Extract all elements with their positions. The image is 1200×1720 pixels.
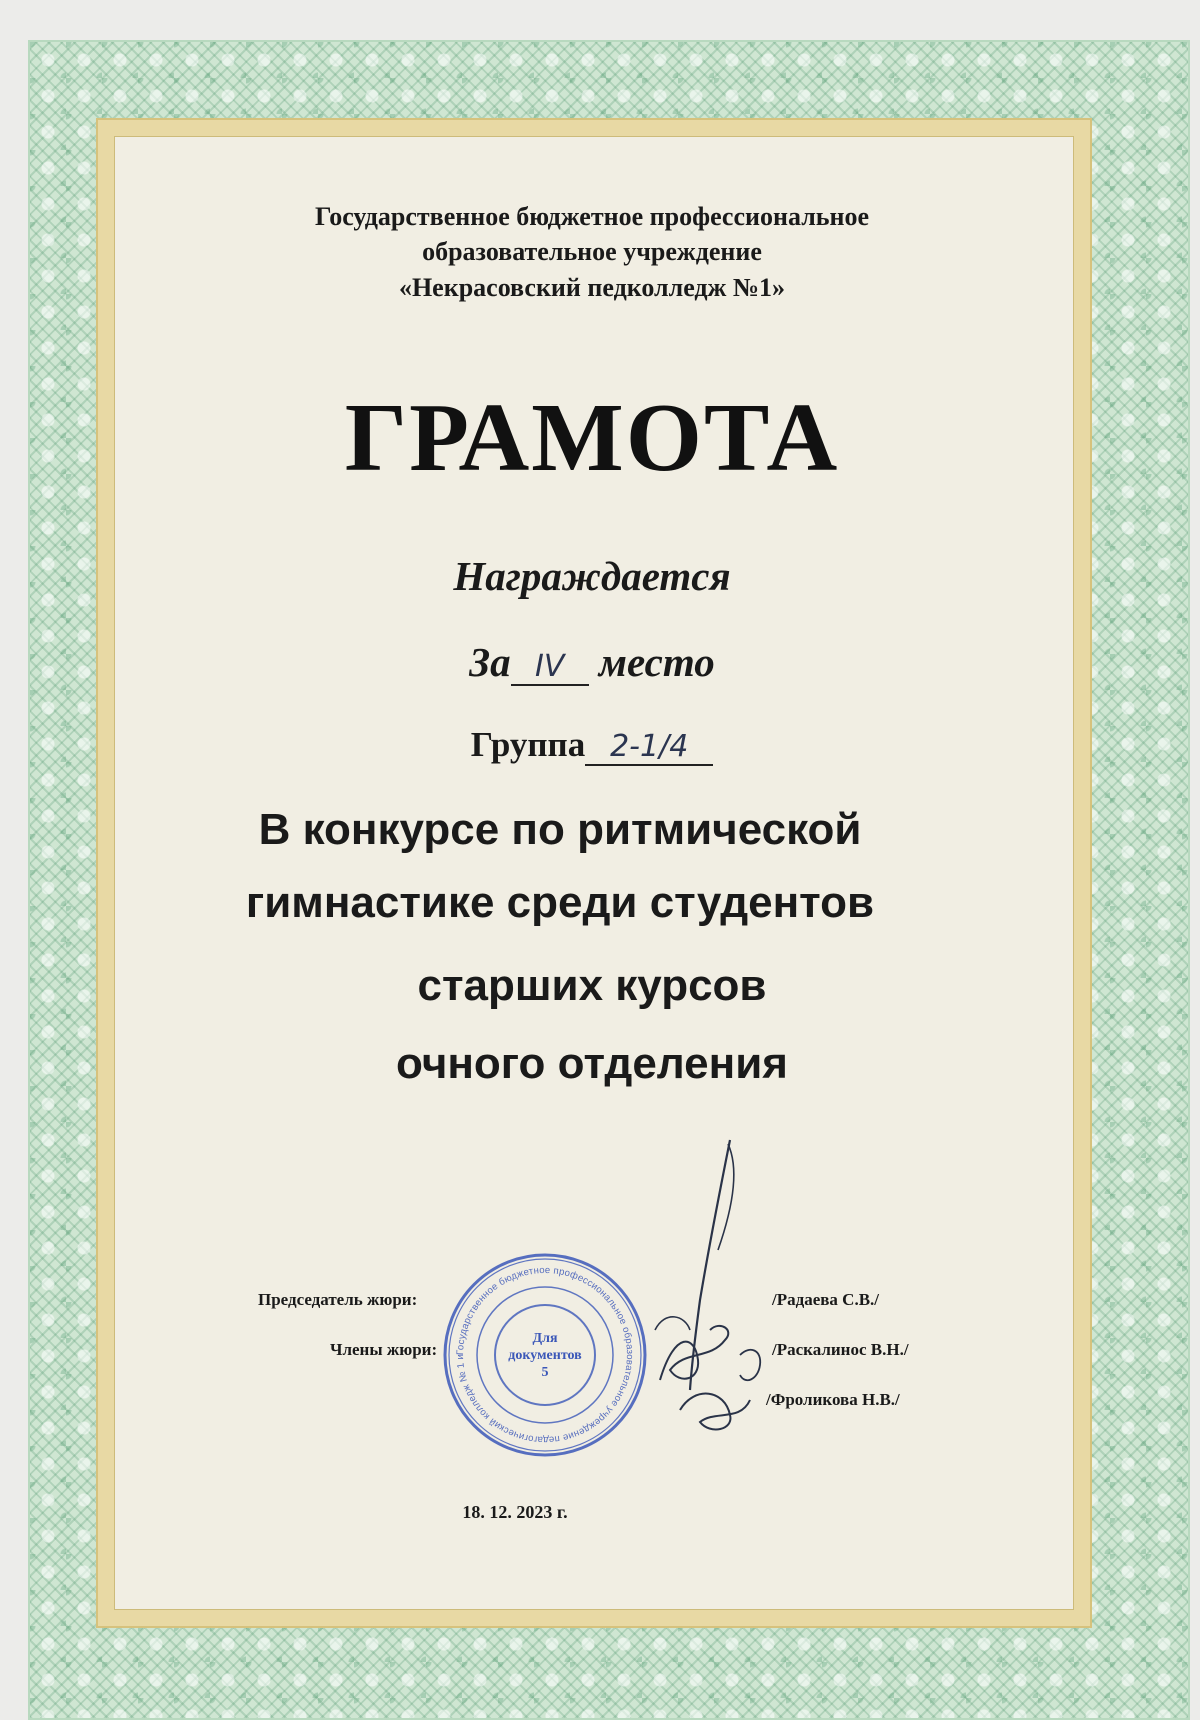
institution-line-3: «Некрасовский педколледж №1» xyxy=(398,273,786,302)
institution-line-2: образовательное учреждение xyxy=(422,237,762,266)
contest-line-1: В конкурсе по ритмической xyxy=(258,805,862,854)
certificate-title: ГРАМОТА xyxy=(344,384,840,492)
institution-line-1: Государственное бюджетное профессиональное xyxy=(314,202,870,231)
place-line xyxy=(130,638,1054,686)
jury-chair-label: Председатель жюри: xyxy=(258,1290,418,1309)
stamp-center-line-1: Для xyxy=(532,1331,558,1346)
signatures xyxy=(600,1130,860,1450)
awarded-text: Награждается xyxy=(453,553,731,599)
issue-date: 18. 12. 2023 г. xyxy=(462,1502,568,1522)
jury-members-label: Члены жюри: xyxy=(330,1340,438,1359)
jury-member-2: /Фроликова Н.В./ xyxy=(766,1390,900,1409)
place-suffix: место xyxy=(598,639,715,685)
contest-line-2: гимнастике среди студентов xyxy=(245,878,875,927)
contest-line-3: старших курсов xyxy=(417,961,767,1010)
place-value: IV xyxy=(511,649,589,686)
contest-line-4: очного отделения xyxy=(396,1039,788,1088)
stamp-ring-text: Государственное бюджетное профессиональное образовательное учреждение педагогический колледж № 1 им. Н.А. Некрасова Санкт-Петербурга ОГРН 1027801009861 ИНН 7810191042 xyxy=(436,1242,636,1446)
stamp-center-line-3: 5 xyxy=(541,1365,549,1380)
jury-chair-name: /Радаева С.В./ xyxy=(772,1290,880,1309)
stamp-center-line-2: документов xyxy=(508,1348,582,1363)
certificate-body xyxy=(130,150,1054,1590)
group-line xyxy=(130,725,1054,766)
group-label: Группа xyxy=(470,725,586,764)
jury-member-1: /Раскалинос В.Н./ xyxy=(772,1340,909,1359)
place-prefix: За xyxy=(469,639,511,685)
group-value: 2-1/4 xyxy=(585,729,713,766)
